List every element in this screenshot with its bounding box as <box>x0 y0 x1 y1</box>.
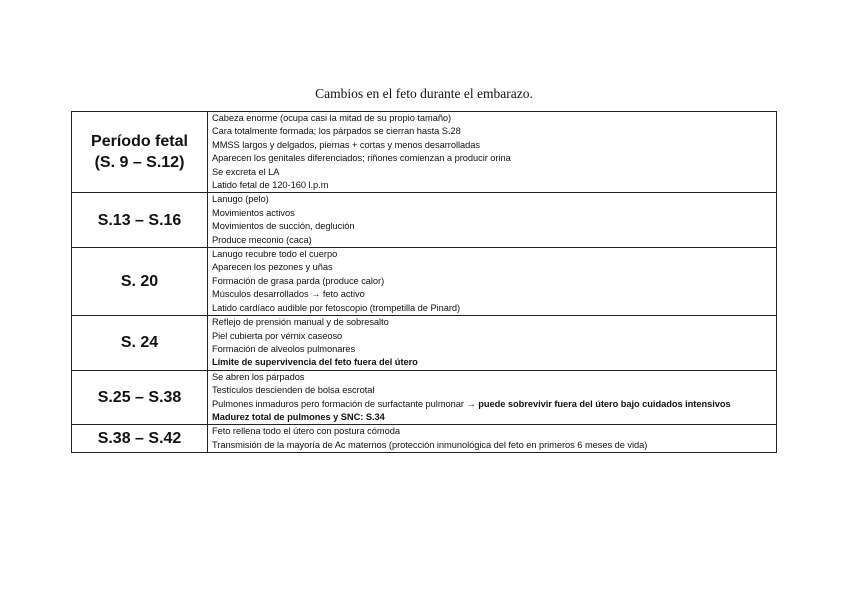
period-label: S. 24 <box>120 334 159 352</box>
description-line: Cabeza enorme (ocupa casi la mitad de su propio tamaño) <box>212 113 452 123</box>
description-line: Aparecen los pezones y uñas <box>212 262 333 273</box>
description-text-bold: puede sobrevivir fuera del útero bajo cuidados intensivos <box>478 398 731 409</box>
description-cell <box>208 112 777 193</box>
table-row <box>72 248 777 316</box>
document-title: Cambios en el feto durante el embarazo. <box>315 86 533 101</box>
period-cell <box>72 248 208 316</box>
description-line: Piel cubierta por vérnix caseoso <box>212 330 343 341</box>
description-text: Pulmones inmaduros pero formación de surfactante pulmonar → <box>212 398 479 409</box>
description-line: Movimientos activos <box>212 207 295 218</box>
table-row <box>72 425 777 453</box>
description-line: Produce meconio (caca) <box>212 234 312 245</box>
table-row <box>72 316 777 371</box>
description-line-mixed <box>212 398 772 411</box>
period-label: S. 20 <box>120 273 159 291</box>
description-cell <box>208 370 777 425</box>
period-cell <box>72 193 208 248</box>
description-line: Transmisión de la mayoría de Ac maternos (protección inmunológica del feto en primeros 6 meses de vida) <box>212 439 648 450</box>
description-line: Cara totalmente formada; los párpados se cierran hasta S.28 <box>212 126 461 137</box>
description-line: Latido fetal de 120-160 l.p.m <box>212 180 329 191</box>
period-cell <box>72 370 208 425</box>
description-line: Se abren los párpados <box>212 371 305 382</box>
description-cell <box>208 316 777 371</box>
fetal-changes-table <box>71 111 777 453</box>
description-line: Latido cardíaco audible por fetoscopio (trompetilla de Pinard) <box>212 302 461 313</box>
description-line: Músculos desarrollados → feto activo <box>212 289 365 300</box>
description-cell <box>208 248 777 316</box>
description-line: Aparecen los genitales diferenciados; riñones comienzan a producir orina <box>212 153 511 164</box>
period-cell <box>72 316 208 371</box>
description-line: Se excreta el LA <box>212 166 280 177</box>
period-cell <box>72 112 208 193</box>
description-cell <box>208 193 777 248</box>
description-line-bold: Madurez total de pulmones y SNC: S.34 <box>212 411 385 422</box>
description-line: Lanugo (pelo) <box>212 194 269 205</box>
description-line: Lanugo recubre todo el cuerpo <box>212 249 338 260</box>
period-label: Período fetal <box>91 133 188 151</box>
table-row <box>72 112 777 193</box>
description-cell <box>208 425 777 453</box>
description-line: Formación de grasa parda (produce calor) <box>212 275 385 286</box>
table-row <box>72 193 777 248</box>
description-line: Movimientos de succión, deglución <box>212 221 355 232</box>
period-label: S.38 – S.42 <box>97 430 182 448</box>
table-row <box>72 370 777 425</box>
period-cell <box>72 425 208 453</box>
description-line: MMSS largos y delgados, piernas + cortas y menos desarrolladas <box>212 139 480 150</box>
description-line: Formación de alveolos pulmonares <box>212 343 356 354</box>
description-line: Reflejo de prensión manual y de sobresalto <box>212 317 389 328</box>
description-line-bold: Límite de supervivencia del feto fuera del útero <box>212 357 418 368</box>
description-line: Testículos descienden de bolsa escrotal <box>212 385 375 396</box>
period-label: S.13 – S.16 <box>97 211 182 229</box>
period-weeks: (S. 9 – S.12) <box>94 154 185 172</box>
description-line: Feto rellena todo el útero con postura cómoda <box>212 426 400 437</box>
period-label: S.25 – S.38 <box>97 389 182 407</box>
